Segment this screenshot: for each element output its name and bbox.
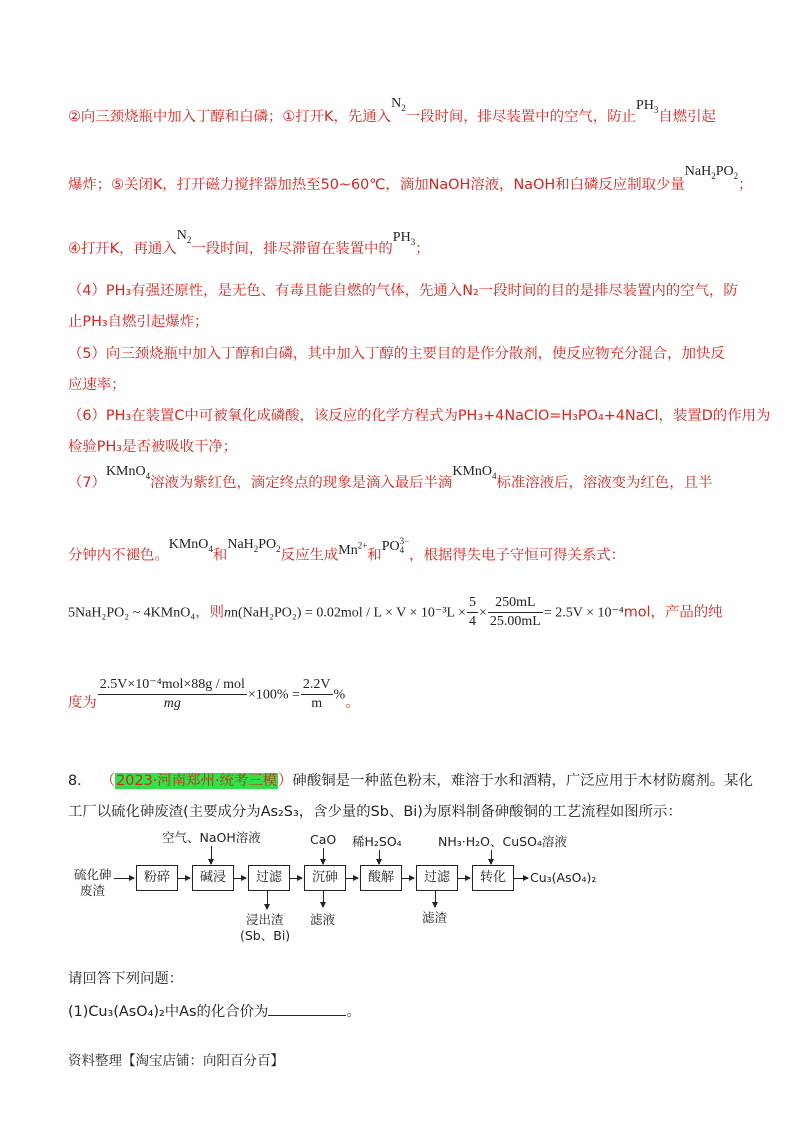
footer-note: 资料整理【淘宝店铺：向阳百分百】 [68, 1053, 284, 1069]
fraction-5-4: $\frac{5}{4}$ [468, 595, 476, 629]
flow-arrow [458, 878, 470, 879]
solution-line-2: 爆炸；⑤关闭K，打开磁力搅拌器加热至50~60℃，滴加NaOH溶液，NaOH和白磷反应制取少量$NaH_2PO_2$； [68, 164, 753, 193]
output-arrow [267, 891, 268, 909]
answer-5-line-1: （5）向三颈烧瓶中加入丁醇和白磷，其中加入丁醇的主要目的是作分散剂，使反应物充分混合，加快反 [68, 346, 725, 362]
input-arrow [211, 846, 212, 864]
formula-nah2po2: $NaH_2PO_2$ [684, 164, 739, 181]
formula-n2: $N_2$ [391, 96, 406, 113]
answer-4-line-1: （4）PH₃有强还原性，是无色、有毒且能自燃的气体，先通入N₂一段时间的目的是排尽装置内的空气，防 [68, 283, 738, 299]
flow-arrow [234, 878, 246, 879]
step-convert: 转化 [472, 865, 514, 891]
formula-kmno4: KMnO$_4$ [168, 536, 213, 554]
purity-result-fraction: $\frac{2.2V}{m}$ [302, 677, 331, 711]
step-filter-2: 过滤 [416, 865, 458, 891]
start-label-2: 废渣 [80, 883, 106, 898]
output-residue: 滤渣 [422, 910, 448, 925]
product-label: Cu₃(AsO₄)₂ [530, 870, 597, 885]
flow-arrow [290, 878, 302, 879]
step-alkali-leach: 碱浸 [192, 865, 234, 891]
output-residue-composition: (Sb、Bi) [240, 928, 291, 943]
sub-question-1: (1)Cu₃(AsO₄)₂中As的化合价为 。 [68, 1001, 361, 1021]
flow-arrow [114, 878, 134, 879]
moles-expression: nn(NaH₂PO₂) = 0.02mol / L × V × 10⁻³L × [224, 605, 466, 621]
equation-line-2: 度为 $\frac{\text{2.5V×10⁻⁴mol×88g / mol}}{mg}$ ×100% = $\frac{2.2V}{m}$ %。 [68, 677, 360, 711]
answer-4-line-2: 止PH₃自燃引起爆炸； [68, 314, 209, 330]
question-prompt: 请回答下列问题： [68, 971, 184, 987]
formula-ph3: $PH_3$ [635, 98, 659, 115]
formula-ph3: $PH_3$ [392, 230, 416, 247]
input-cao: CaO [310, 832, 337, 847]
formula-kmno4: KMnO$_4$ [105, 464, 151, 481]
flow-arrow [402, 878, 414, 879]
formula-po4: PO 3− 4 [381, 536, 410, 556]
answer-7-line-2: 分钟内不褪色。KMnO$_4$和$NaH_2PO_2$反应生成$Mn^{2+}$和PO 3− 4 ，根据得失电子守恒可得关系式： [68, 536, 626, 564]
step-filter-1: 过滤 [248, 865, 290, 891]
solution-text: ②向三颈烧瓶中加入丁醇和白磷；①打开K，先通入 [68, 109, 392, 125]
answer-6-line-1: （6）PH₃在装置C中可被氧化成磷酸，该反应的化学方程式为PH₃+4NaClO=H₃PO₄+4NaCl，装置D的作用为 [68, 408, 771, 424]
input-arrow [491, 850, 492, 864]
input-arrow [323, 848, 324, 864]
start-label-1: 硫化砷 [74, 867, 112, 882]
input-alkali: 空气、NaOH溶液 [162, 830, 261, 845]
flow-arrow [178, 878, 190, 879]
relation-formula: 5NaH₂PO₂ ~ 4KMnO₄ [68, 605, 196, 621]
flow-arrow [346, 878, 358, 879]
purity-fraction: $\frac{\text{2.5V×10⁻⁴mol×88g / mol}}{mg}$ [99, 677, 245, 711]
input-arrow [379, 850, 380, 864]
answer-blank[interactable] [268, 1001, 346, 1016]
solution-line-3: ④打开K，再通入$N_2$一段时间，排尽滞留在装置中的$PH_3$； [68, 228, 430, 257]
step-acid-dissolve: 酸解 [360, 865, 402, 891]
output-arrow [435, 891, 436, 907]
equation-line-1: 5NaH₂PO₂ ~ 4KMnO₄，则nn(NaH₂PO₂) = 0.02mol / L × V × 10⁻³L × $\frac{5}{4}$ × $\frac{250mL}{25.00mL}$ = 2.5V × 10⁻⁴mol，产品的纯 [68, 595, 723, 629]
answer-7-line-1: （7）KMnO$_4$溶液为紫红色，滴定终点的现象是滴入最后半滴KMnO$_4$标准溶液后，溶液变为红色，且半 [68, 464, 713, 491]
formula-mn2plus: $Mn^{2+}$ [338, 540, 368, 558]
formula-n2: $N_2$ [176, 228, 192, 245]
output-residue: 浸出渣 [246, 912, 284, 927]
output-filtrate: 滤液 [310, 912, 336, 927]
solution-line-1: ②向三颈烧瓶中加入丁醇和白磷；①打开K，先通入$N_2$一段时间，排尽装置中的空气，防止$PH_3$自燃引起 [68, 96, 716, 125]
answer-6-line-2: 检验PH₃是否被吸收干净； [68, 439, 238, 455]
step-crush: 粉碎 [136, 865, 178, 891]
input-convert: NH₃·H₂O、CuSO₄溶液 [438, 834, 567, 849]
fraction-volume: $\frac{250mL}{25.00mL}$ [489, 595, 541, 629]
formula-nah2po2: $NaH_2PO_2$ [227, 536, 281, 554]
input-acid: 稀H₂SO₄ [352, 834, 402, 849]
source-tag: 2023·河南郑州·统考三模 [116, 773, 278, 789]
flow-arrow [514, 878, 528, 879]
step-precipitate-as: 沉砷 [304, 865, 346, 891]
question-8-line-1: 8． （2023·河南郑州·统考三模）砷酸铜是一种蓝色粉末，难溶于水和酒精，广泛应用于木材防腐剂。某化 [68, 773, 753, 789]
formula-kmno4: KMnO$_4$ [452, 464, 497, 481]
output-arrow [323, 891, 324, 907]
answer-5-line-2: 应速率； [68, 377, 126, 393]
question-8-line-2: 工厂以硫化砷废渣(主要成分为As₂S₃，含少量的Sb、Bi)为原料制备砷酸铜的工艺流程如图所示： [68, 804, 682, 820]
